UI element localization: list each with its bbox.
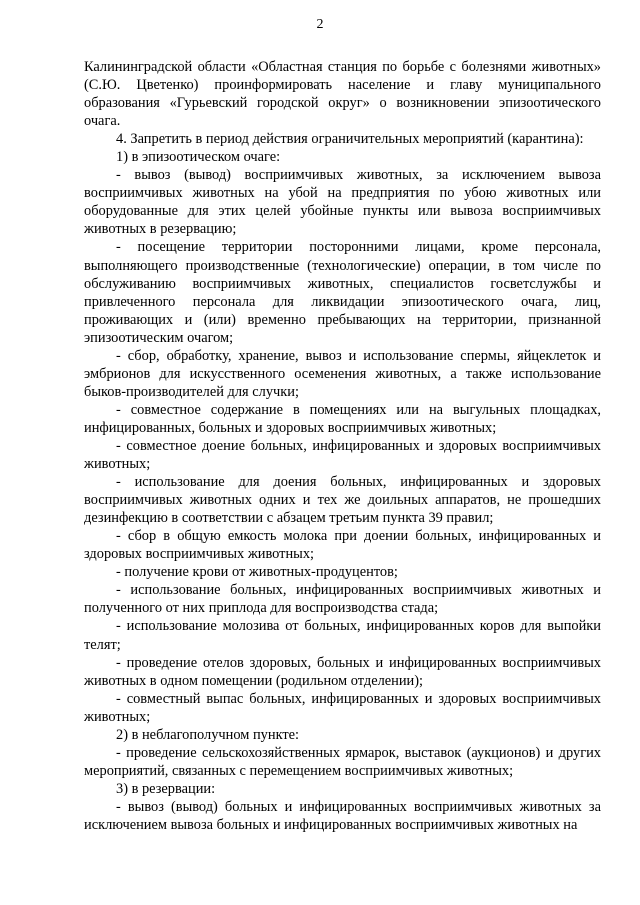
- paragraph-18: - вывоз (вывод) больных и инфицированных восприимчивых животных за исключением вывоза больных и инфицированных восприимчивых животных на: [84, 798, 601, 833]
- paragraph-17: 3) в резервации:: [116, 780, 216, 797]
- paragraph-6: - совместное содержание в помещениях или на выгульных площадках, инфицированных, больных и здоровых восприимчивых животных;: [84, 401, 601, 436]
- paragraph-12: - использование молозива от больных, инфицированных коров для выпойки телят;: [84, 618, 601, 653]
- paragraph-1: 4. Запретить в период действия ограничительных мероприятий (карантина):: [116, 131, 584, 148]
- page-number: 2: [316, 17, 324, 32]
- paragraph-3: - вывоз (вывод) восприимчивых животных, за исключением вывоза восприимчивых животных на убой на предприятия по убою животных или оборудованные для этих целей убойные пункты или вывоза восприимчивых животных в резервацию;: [84, 167, 601, 238]
- document-body: [84, 58, 601, 834]
- paragraph-15: 2) в неблагополучном пункте:: [116, 726, 300, 743]
- paragraph-4: - посещение территории посторонними лицами, кроме персонала, выполняющего производственные (технологические) операции, в том числе по обслуживанию восприимчивых животных, специалистов госветслужбы и привлеченного персонала для ликвидации эпизоотического очага, лиц, проживающих и (или) временно пребывающих на территории, признанной эпизоотическим очагом;: [84, 239, 601, 346]
- paragraph-9: - сбор в общую емкость молока при доении больных, инфицированных и здоровых восприимчивых животных;: [84, 528, 601, 563]
- paragraph-7: - совместное доение больных, инфицированных и здоровых восприимчивых животных;: [84, 437, 601, 473]
- paragraph-16: - проведение сельскохозяйственных ярмарок, выставок (аукционов) и других мероприятий, связанных с перемещением восприимчивых животных;: [84, 744, 601, 779]
- paragraph-8: - использование для доения больных, инфицированных и здоровых восприимчивых животных одних и тех же доильных аппаратов, не прошедших дезинфекцию в соответствии с абзацем третьим пункта 39 правил;: [84, 474, 601, 527]
- paragraph-5: - сбор, обработку, хранение, вывоз и использование спермы, яйцеклеток и эмбрионов для искусственного осеменения животных, а также использование быков-производителей для случки;: [84, 347, 601, 400]
- paragraph-2: 1) в эпизоотическом очаге:: [116, 149, 281, 166]
- paragraph-0: Калининградской области «Областная станция по борьбе с болезнями животных» (С.Ю. Цветенко) проинформировать население и главу муниципального образования «Гурьевский городской округ» о возникновении эпизоотического очага.: [84, 59, 601, 130]
- paragraph-13: - проведение отелов здоровых, больных и инфицированных восприимчивых животных в одном помещении (родильном отделении);: [84, 654, 601, 689]
- paragraph-14: - совместный выпас больных, инфицированных и здоровых восприимчивых животных;: [84, 690, 601, 725]
- paragraph-11: - использование больных, инфицированных восприимчивых животных и полученного от них приплода для воспроизводства стада;: [84, 582, 601, 617]
- paragraph-10: - получение крови от животных-продуцентов;: [116, 564, 398, 581]
